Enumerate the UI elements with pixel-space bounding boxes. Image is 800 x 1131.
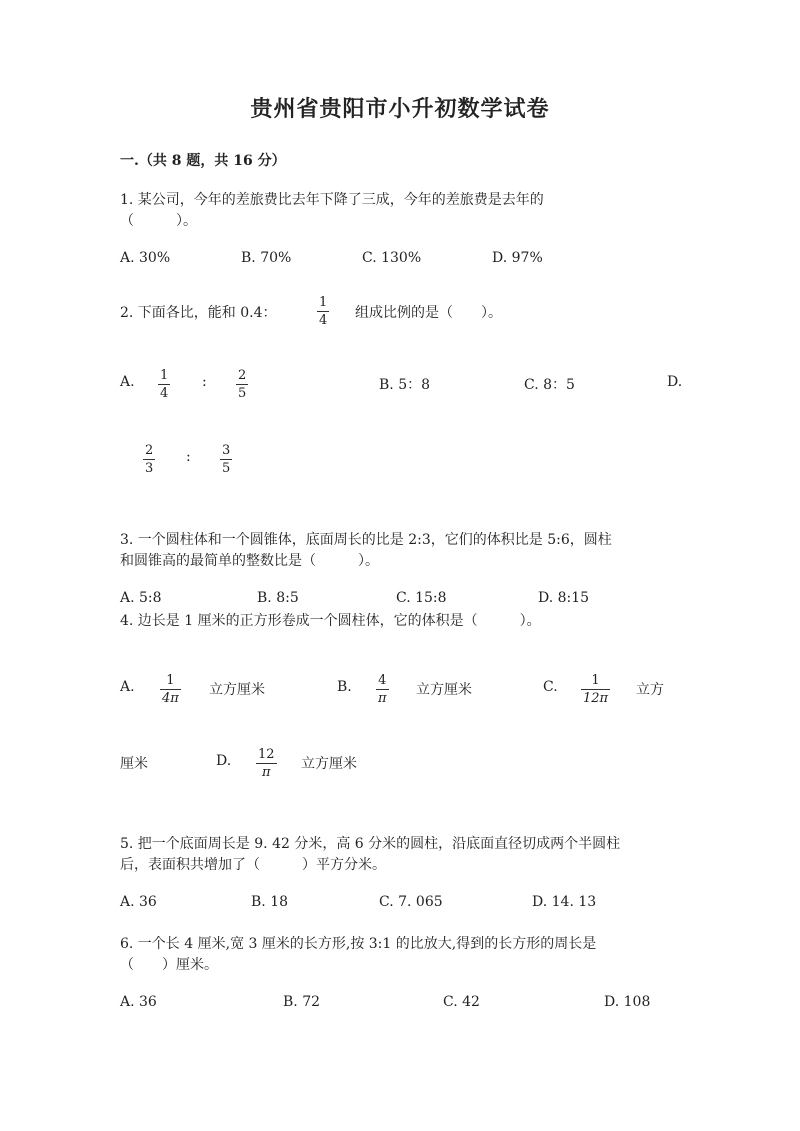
question-6-option-a: A. 36 <box>120 994 157 1010</box>
question-3-option-d: D. 8:15 <box>538 590 590 606</box>
fraction-bar <box>581 689 610 690</box>
question-6-option-b: B. 72 <box>283 994 321 1010</box>
question-2-option-b: B. 5：8 <box>379 377 431 393</box>
fraction-denominator: 3 <box>145 461 154 476</box>
fraction-denominator: 4π <box>162 691 179 706</box>
question-3-line1: 3. 一个圆柱体和一个圆锥体，底面周长的比是 2:3，它们的体积比是 5:6，圆柱 <box>120 532 612 548</box>
question-2-option-d-colon: : <box>186 449 191 465</box>
fraction-bar <box>256 763 277 764</box>
question-5-option-b: B. 18 <box>251 894 289 910</box>
question-2-option-a-fraction-2 <box>236 368 248 401</box>
question-1-line2: （ ）。 <box>120 213 197 229</box>
fraction-bar <box>158 384 170 385</box>
fraction-denominator: π <box>378 691 387 706</box>
question-4-option-a-fraction <box>160 673 181 706</box>
question-2-option-c: C. 8：5 <box>524 377 575 393</box>
question-6-line1: 6. 一个长 4 厘米,宽 3 厘米的长方形,按 3:1 的比放大,得到的长方形的周长是 <box>120 936 597 952</box>
question-2-option-a-label: A. <box>120 374 135 390</box>
question-6-option-d: D. 108 <box>604 994 651 1010</box>
question-4-text: 4. 边长是 1 厘米的正方形卷成一个圆柱体，它的体积是（ ）。 <box>120 613 541 629</box>
question-2-text-after: 组成比例的是（ ）。 <box>355 305 502 321</box>
question-4-option-c-label: C. <box>543 679 558 695</box>
question-2-text-before: 2. 下面各比，能和 0.4： <box>120 305 277 321</box>
fraction-bar <box>236 384 248 385</box>
question-3-option-a: A. 5:8 <box>120 590 162 606</box>
question-1-option-c: C. 130% <box>362 250 422 266</box>
fraction-denominator: 5 <box>222 461 231 476</box>
fraction-denominator: π <box>262 765 271 780</box>
fraction-numerator: 2 <box>145 443 154 458</box>
question-1-option-d: D. 97% <box>492 250 543 266</box>
fraction-numerator: 1 <box>319 295 328 310</box>
fraction-bar <box>376 689 389 690</box>
question-1-option-a: A. 30% <box>120 250 171 266</box>
fraction-bar <box>220 459 232 460</box>
fraction-denominator: 12π <box>583 691 609 706</box>
fraction-numerator: 4 <box>378 673 387 688</box>
fraction-bar <box>143 459 155 460</box>
page-title: 贵州省贵阳市小升初数学试卷 <box>250 96 550 122</box>
fraction-numerator: 3 <box>222 443 231 458</box>
question-3-option-c: C. 15:8 <box>396 590 447 606</box>
question-4-option-c-fraction <box>581 673 610 706</box>
question-1-option-b: B. 70% <box>241 250 292 266</box>
question-5-option-c: C. 7. 065 <box>379 894 443 910</box>
question-6-line2: （ ）厘米。 <box>120 957 218 973</box>
question-5-line2: 后，表面积共增加了（ ）平方分米。 <box>120 857 386 873</box>
fraction-denominator: 5 <box>238 386 247 401</box>
question-1-line1: 1. 某公司，今年的差旅费比去年下降了三成，今年的差旅费是去年的 <box>120 192 544 208</box>
question-4-option-a-unit: 立方厘米 <box>209 682 265 698</box>
question-4-option-b-fraction <box>376 673 389 706</box>
fraction-numerator: 1 <box>166 673 175 688</box>
fraction-numerator: 1 <box>160 368 169 383</box>
question-3-option-b: B. 8:5 <box>257 590 299 606</box>
question-5-line1: 5. 把一个底面周长是 9. 42 分米，高 6 分米的圆柱，沿底面直径切成两个半圆柱 <box>120 836 621 852</box>
question-2-option-a-fraction-1 <box>158 368 170 401</box>
question-5-option-a: A. 36 <box>120 894 157 910</box>
question-4-option-d-label: D. <box>216 753 232 769</box>
fraction-bar <box>317 311 329 312</box>
fraction-numerator: 1 <box>591 673 600 688</box>
question-4-option-a-label: A. <box>120 679 135 695</box>
question-2-option-d-fraction-2 <box>220 443 232 476</box>
question-4-option-c-unit-part2: 厘米 <box>120 756 148 772</box>
question-4-option-b-label: B. <box>337 679 352 695</box>
question-2-option-d-fraction-1 <box>143 443 155 476</box>
fraction-numerator: 12 <box>258 747 275 762</box>
question-4-option-d-unit: 立方厘米 <box>301 756 357 772</box>
fraction-denominator: 4 <box>160 386 169 401</box>
question-2-option-d-label: D. <box>667 374 683 390</box>
question-2-fraction <box>317 295 329 328</box>
question-4-option-c-unit-part1: 立方 <box>636 682 664 698</box>
fraction-bar <box>160 689 181 690</box>
question-6-option-c: C. 42 <box>443 994 480 1010</box>
fraction-numerator: 2 <box>238 368 247 383</box>
fraction-denominator: 4 <box>319 313 328 328</box>
question-5-option-d: D. 14. 13 <box>532 894 597 910</box>
section-heading: 一.（共 8 题，共 16 分） <box>120 153 286 169</box>
question-4-option-b-unit: 立方厘米 <box>416 682 472 698</box>
question-3-line2: 和圆锥高的最简单的整数比是（ ）。 <box>120 553 379 569</box>
question-4-option-d-fraction <box>256 747 277 780</box>
question-2-option-a-colon: : <box>202 374 207 390</box>
